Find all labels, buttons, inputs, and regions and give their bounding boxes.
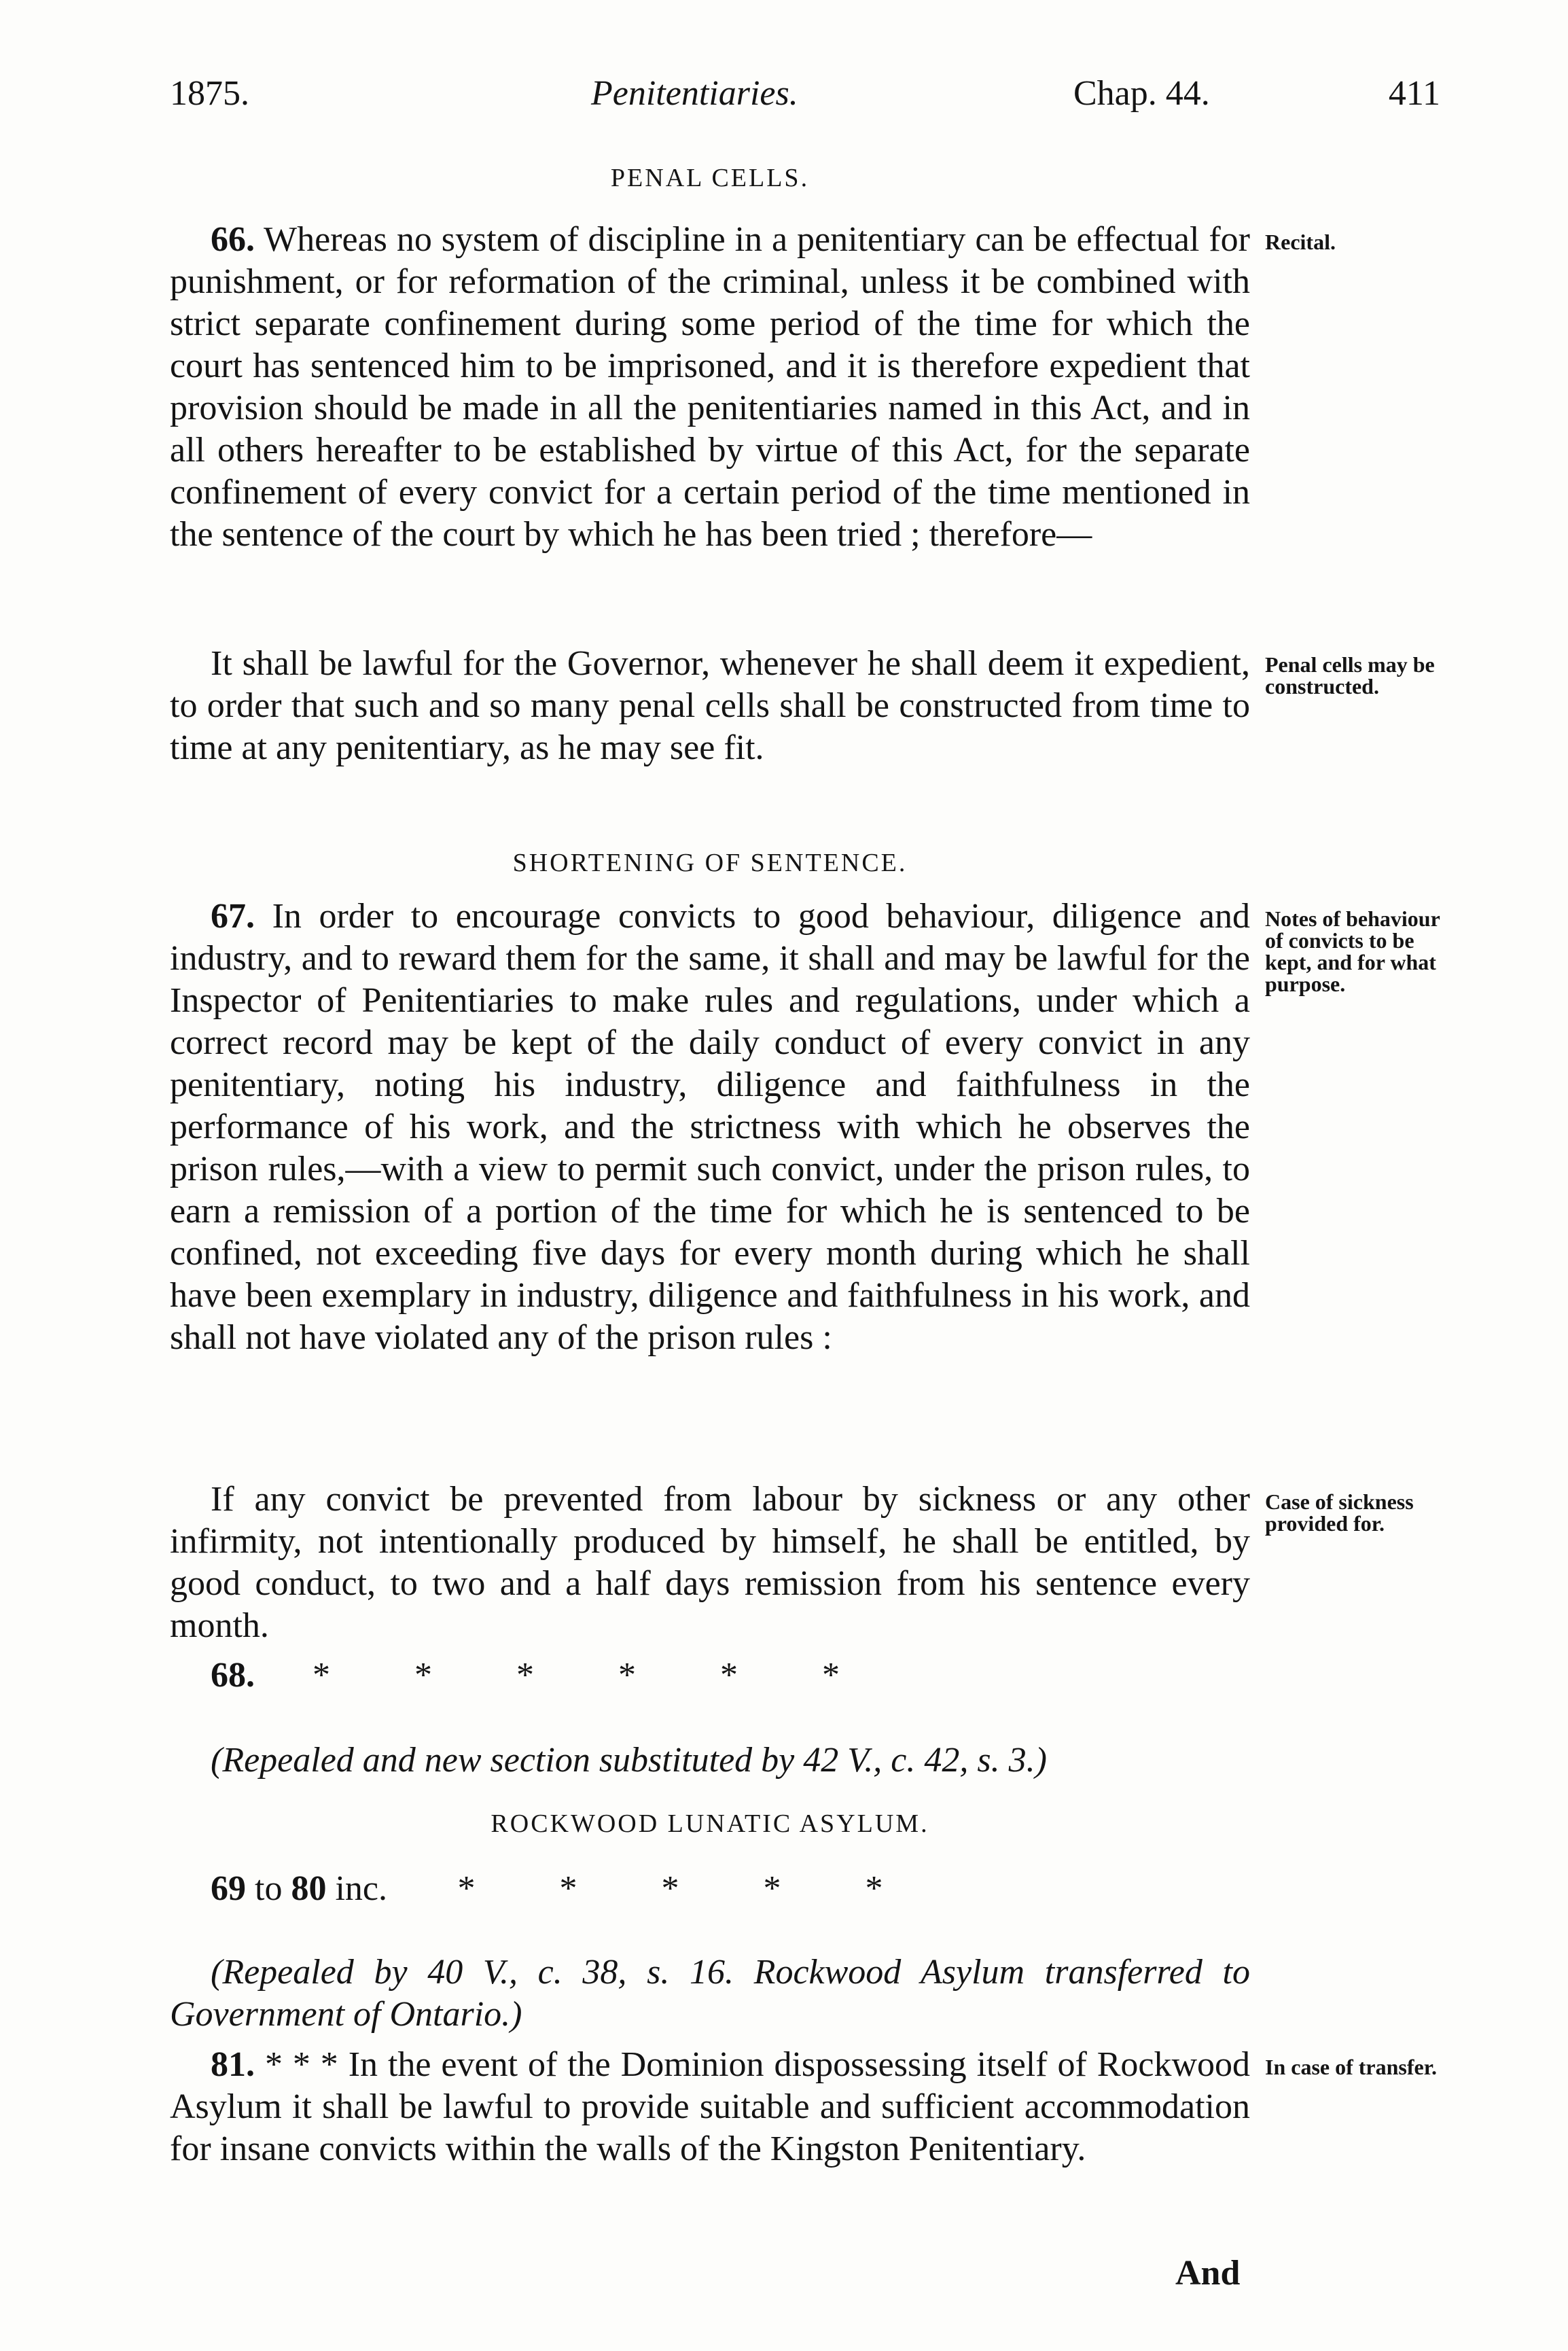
omission-star: *	[457, 1869, 476, 1908]
heading-penal-cells: PENAL CELLS.	[610, 164, 810, 192]
section-68-line	[211, 1655, 924, 1695]
section-67	[170, 896, 1250, 1359]
margin-note-penal-cells: Penal cells may be constructed.	[1265, 652, 1435, 699]
margin-note-sickness: Case of sickness provided for.	[1265, 1489, 1414, 1536]
margin-note-in-case-of-transfer: In case of transfer.	[1265, 2055, 1437, 2079]
section-81-stars: * * *	[264, 2045, 338, 2084]
heading-rockwood-lunatic-asylum: ROCKWOOD LUNATIC ASYLUM.	[491, 1809, 929, 1838]
margin-note-notes-of-behaviour: Notes of behaviour of convicts to be kept, and for what purpose.	[1265, 906, 1440, 996]
omission-star: *	[414, 1656, 432, 1695]
section-67-number: 67.	[211, 897, 255, 936]
margin-note-recital: Recital.	[1265, 230, 1336, 254]
section-69-number: 69	[211, 1869, 246, 1908]
omission-star: *	[516, 1656, 534, 1695]
omission-star: *	[313, 1656, 330, 1695]
omission-star: *	[822, 1656, 840, 1695]
section-81	[170, 2044, 1250, 2170]
omission-star: *	[865, 1869, 883, 1908]
omission-star: *	[661, 1869, 679, 1908]
section-81-text: In the event of the Dominion dispossessing itself of Rockwood Asylum it shall be lawful to provide suitable and sufficient accommodation for insane convicts within the walls of the Kingston Penitentiary.	[170, 2045, 1251, 2168]
heading-shortening-of-sentence: SHORTENING OF SENTENCE.	[512, 849, 908, 877]
catchword: And	[1175, 2254, 1241, 2293]
to-word: to	[255, 1869, 283, 1908]
sections-69-80-line	[211, 1869, 967, 1909]
section-66-recital: Whereas no system of discipline in a penitentiary can be effectual for punishment, or for reformation of the criminal, unless it be combined with strict separate confinement during some period of the time for which the court has sentenced him to be imprisoned, and it is therefore expedient that provision should be made in all the penitentiaries named in this Act, and in all others hereafter to be established by virtue of this Act, for the separate confinement of every convict for a certain period of the time mentioned in the sentence of the court by which he has been tried ; therefore—	[170, 220, 1250, 554]
section-80-number: 80	[291, 1869, 327, 1908]
section-66-number: 66.	[211, 220, 255, 259]
section-67-text: In order to encourage convicts to good behaviour, diligence and industry, and to reward them for the same, it shall and may be lawful for the Inspector of Penitentiaries to make rules and regulations, under which a correct record may be kept of the daily conduct of every convict in any penitentiary, noting his industry, diligence and faithfulness in the performance of his work, and the strictness with which he observes the prison rules,—with a view to permit such convict, under the prison rules, to earn a remission of a portion of the time for which he is sentenced to be confined, not exceeding five days for every month during which he shall have been exemplary in industry, diligence and faithfulness in his work, and shall not have violated any of the prison rules :	[170, 897, 1251, 1357]
running-header	[170, 73, 1440, 128]
section-81-number: 81.	[211, 2045, 255, 2084]
section-67-sickness-text: If any convict be prevented from labour by sickness or any other infirmity, not intentionally produced by himself, he shall be entitled, by good conduct, to two and a half days remission from his sentence every month.	[170, 1480, 1250, 1645]
header-year: 1875.	[170, 74, 249, 113]
section-66	[170, 219, 1250, 556]
page-number: 411	[1388, 74, 1440, 113]
section-68-note: (Repealed and new section substituted by 42 V., c. 42, s. 3.)	[211, 1741, 1047, 1780]
header-title: Penitentiaries.	[591, 74, 798, 113]
section-66-enactment	[170, 643, 1250, 769]
rockwood-note: (Repealed by 40 V., c. 38, s. 16. Rockwood Asylum transferred to Government of Ontario.)	[170, 1953, 1250, 2034]
section-66-enactment-text: It shall be lawful for the Governor, whenever he shall deem it expedient, to order that such and so many penal cells shall be constructed from time to time at any penitentiary, as he may see fit.	[170, 644, 1250, 767]
omission-star: *	[720, 1656, 738, 1695]
header-chapter: Chap. 44.	[1073, 74, 1210, 113]
omission-star: *	[763, 1869, 781, 1908]
omission-star: *	[618, 1656, 636, 1695]
section-68-number: 68.	[211, 1656, 255, 1695]
section-67-sickness	[170, 1479, 1250, 1647]
omission-star: *	[559, 1869, 577, 1908]
inc-word: inc.	[335, 1869, 387, 1908]
